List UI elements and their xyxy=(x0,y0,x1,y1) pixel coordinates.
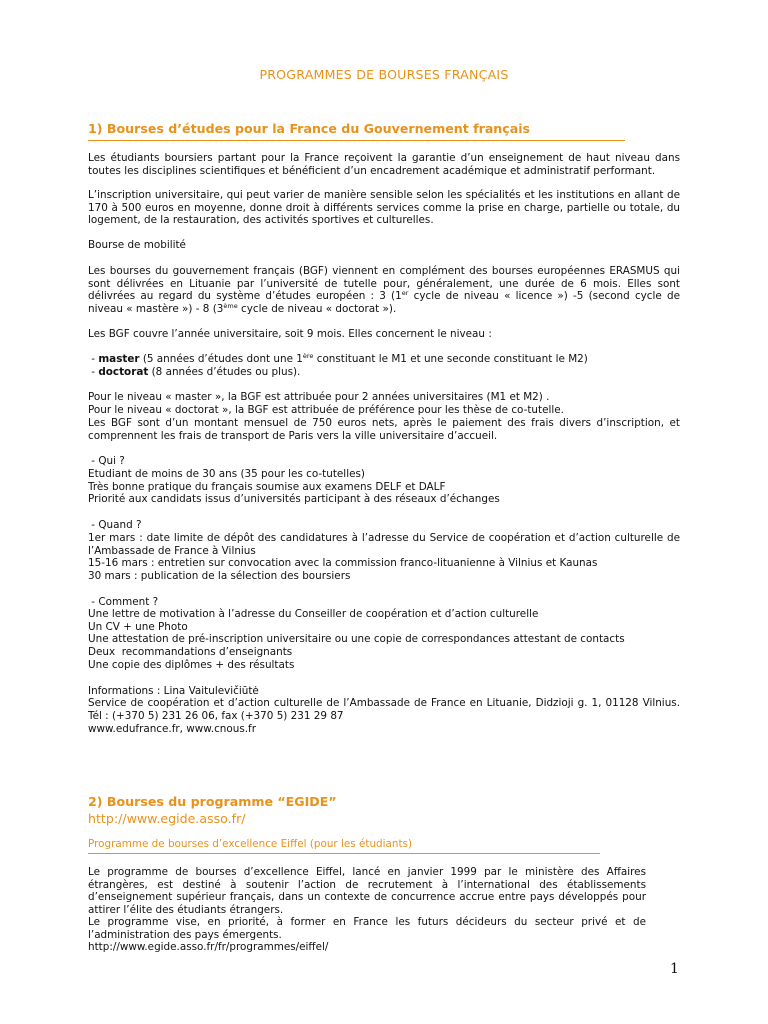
eiffel-subheading-underline xyxy=(88,853,600,854)
bgf-coverage: Les BGF couvre l’année universitaire, soit 9 mois. Elles concernent le niveau : xyxy=(88,328,492,340)
level-doctorat-prefix: - xyxy=(88,365,99,378)
qui-line: Priorité aux candidats issus d’universités participant à des réseaux d’échanges xyxy=(88,493,500,505)
mobility-label: Bourse de mobilité xyxy=(88,239,186,251)
bgf-paragraph xyxy=(88,265,680,315)
level-doctorat-name: doctorat xyxy=(98,365,149,378)
section-1-heading: 1) Bourses d’études pour la France du Gouvernement français xyxy=(88,121,531,136)
comment-line: Une copie des diplômes + des résultats xyxy=(88,659,295,671)
niveau-master-note: Pour le niveau « master », la BGF est attribuée pour 2 années universitaires (M1 et M2) . xyxy=(88,391,550,403)
comment-label: - Comment ? xyxy=(88,596,159,608)
level-doctorat xyxy=(88,366,680,379)
quand-item-3: 30 mars : publication de la sélection des boursiers xyxy=(88,570,351,582)
level-master-desc-b: constituant le M1 et une seconde constituant le M2) xyxy=(313,353,588,365)
bgf-sup-1: er xyxy=(401,289,409,298)
page-title: PROGRAMMES DE BOURSES FRANÇAIS xyxy=(259,67,509,82)
level-master-name: master xyxy=(98,353,140,365)
eiffel-subheading: Programme de bourses d’excellence Eiffel (pour les étudiants) xyxy=(88,838,413,850)
comment-line: Une lettre de motivation à l’adresse du Conseiller de coopération et d’action culturelle xyxy=(88,608,539,620)
qui-line: Etudiant de moins de 30 ans (35 pour les co-tutelles) xyxy=(88,468,365,480)
section-2-heading: 2) Bourses du programme “EGIDE” xyxy=(88,794,337,809)
bgf-text-b: cycle de niveau « licence ») -5 (second cycle de niveau « mastère ») - 8 (3 xyxy=(88,290,681,315)
comment-line: Une attestation de pré-inscription universitaire ou une copie de correspondances attestant de contacts xyxy=(88,633,625,645)
eiffel-link[interactable]: http://www.egide.asso.fr/fr/programmes/eiffel/ xyxy=(88,941,329,953)
qui-line: Très bonne pratique du français soumise aux examens DELF et DALF xyxy=(88,481,446,493)
quand-item-2: 15-16 mars : entretien sur convocation avec la commission franco-lituanienne à Vilnius et Kaunas xyxy=(88,557,598,569)
qui-label: - Qui ? xyxy=(88,455,125,467)
section-1-underline xyxy=(88,140,625,141)
niveau-doctorat-note: Pour le niveau « doctorat », la BGF est attribuée de préférence pour les thèse de co-tutelle. xyxy=(88,404,564,416)
info-contact: Informations : Lina Vaitulevičiūtė xyxy=(88,685,259,697)
intro-paragraph-2: L’inscription universitaire, qui peut varier de manière sensible selon les spécialités et les institutions en allant de 170 à 500 euros en moyenne, donne droit à différents services comme la prise en charge, partielle ou totale, du logement, de la restauration, des activités sportives et culturelles. xyxy=(88,189,680,227)
level-master-sup: ère xyxy=(302,352,314,360)
levels-list xyxy=(88,353,680,378)
eiffel-paragraph-2: Le programme vise, en priorité, à former en France les futurs décideurs du secteur privé et de l’administration des pays émergents. xyxy=(88,916,646,941)
info-address: Service de coopération et d’action culturelle de l’Ambassade de France en Lituanie, Didzioji g. 1, 01128 Vilnius. Tél : (+370 5) 231 26 06, fax (+370 5) 231 29 87 xyxy=(88,697,680,722)
comment-line: Deux recommandations d’enseignants xyxy=(88,646,293,658)
page-number: 1 xyxy=(670,961,679,977)
intro-paragraph-1: Les étudiants boursiers partant pour la France reçoivent la garantie d’un enseignement de haut niveau dans toutes les disciplines scientifiques et bénéficient d’un encadrement académique et administratif performant. xyxy=(88,152,680,177)
quand-item-1: 1er mars : date limite de dépôt des candidatures à l’adresse du Service de coopération et d’action culturelle de l’Ambassade de France à Vilnius xyxy=(88,532,680,557)
level-master-desc-a: (5 années d’études dont une 1 xyxy=(139,353,303,365)
montant-paragraph: Les BGF sont d’un montant mensuel de 750 euros nets, après le paiement des frais divers d’inscription, et comprennent les frais de transport de Paris vers la ville universitaire d’accueil. xyxy=(88,417,680,442)
bgf-sup-2: ème xyxy=(223,301,238,310)
egide-link[interactable]: http://www.egide.asso.fr/ xyxy=(88,811,246,826)
eiffel-paragraph-1: Le programme de bourses d’excellence Eiffel, lancé en janvier 1999 par le ministère des Affaires étrangères, est destiné à soutenir l’action de recrutement à l’international des établissements d’enseignement supérieur français, dans un contexte de concurrence accrue entre pays développés pour attirer l’élite des étudiants étrangers. xyxy=(88,866,646,916)
comment-line: Un CV + une Photo xyxy=(88,621,188,633)
level-master-prefix: - xyxy=(88,353,99,365)
bgf-text-a: Les bourses du gouvernement français (BGF) viennent en complément des bourses européennes ERASMUS qui sont délivrées en Lituanie par l’université de tutelle pour, généralement, une durée de 6 mois. Elles sont délivrées au regard du système d’études européen : 3 (1 xyxy=(88,265,680,303)
bgf-text-c: cycle de niveau « doctorat »). xyxy=(237,302,397,315)
info-links: www.edufrance.fr, www.cnous.fr xyxy=(88,723,256,735)
quand-label: - Quand ? xyxy=(88,519,142,531)
level-master xyxy=(88,353,680,366)
level-doctorat-desc: (8 années d’études ou plus). xyxy=(148,365,301,378)
